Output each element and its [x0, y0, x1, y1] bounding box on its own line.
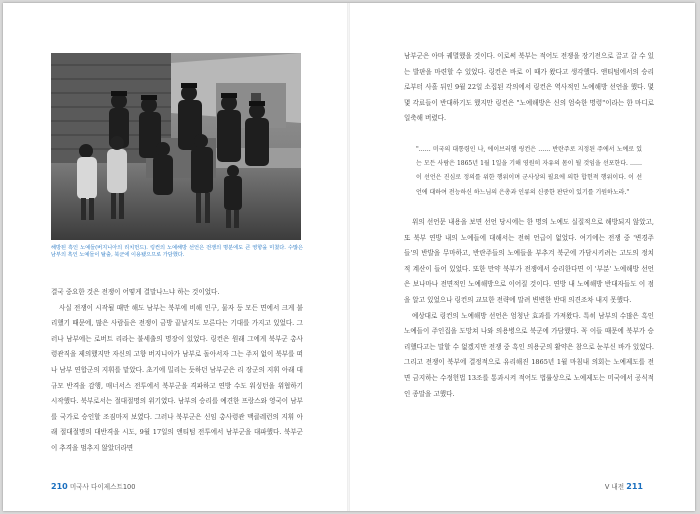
- left-folio: [51, 481, 135, 491]
- paragraph: 예상대로 링컨의 노예해방 선언은 엄청난 효과를 가져왔다. 특히 남부의 수많은 흑인 노예들이 주인집을 도망쳐 나와 의용병으로 북군에 가담했다. 꼭 이들 때문에 북부가 승리했다고는 말할 수 없겠지만 전쟁 중 흑인 의용군의 활약은 참으로 눈부신 바가 있었다. 그리고 전쟁이 북부에 결정적으로 유리해진 1865년 1월 마침내 의회는 노예제도를 전면 금지하는 수정헌법 13조를 통과시켜 적어도 법률상으로 노예제도는 미국에서 공식적인 종말을 고했다.: [404, 311, 654, 398]
- page-number: 211: [626, 482, 643, 491]
- right-page: [350, 3, 695, 511]
- page-number: 210: [51, 482, 68, 491]
- running-title: 미국사 다이제스트100: [69, 483, 136, 491]
- paragraph: 결국 중요한 것은 전쟁이 어떻게 결말나느냐 하는 것이었다.: [51, 288, 220, 296]
- left-page: [3, 3, 348, 511]
- historical-photo: [51, 53, 301, 240]
- photo-caption: 해방된 흑인 노예들(버지니아의 리치먼드). 링컨의 노예해방 선언은 전쟁의 명분에도 큰 영향을 미쳤다. 수많은 남부의 흑인 노예들이 탈출, 북군에 이용됐으므로 가담했다.: [51, 245, 303, 259]
- running-title: V 내전: [604, 483, 625, 491]
- paragraph: 위의 선언문 내용을 보면 선언 당시에는 한 명의 노예도 실질적으로 해방되지 않았고, 또 북부 연방 내의 노예들에 대해서는 전혀 언급이 없었다. 여기에는 전쟁 중 '변경주들'의 반발을 무마하고, 반란주들의 노예들을 부추겨 북군에 가담시키려는 고도의 정치적 계산이 들어 있었다. 또한 만약 북부가 전쟁에서 승리한다면 이 '부분' 노예해방 선언은 보나마나 전면적인 노예해방으로 이어질 것이다. 연방 내 노예해방 반대자들도 이 점을 알고 있었으나 링컨의 교묘한 전략에 말려 변변한 반대 의견조차 내지 못했다.: [404, 218, 654, 304]
- paragraph: 남부군은 아마 궤멸했을 것이다. 이로써 북부는 적어도 전쟁을 장기전으로 끌고 갈 수 있는 발판을 마련할 수 있었다. 링컨은 바로 이 때가 왔다고 생각했다. 앤티텀에서의 승리로부터 사흘 뒤인 9월 22일 소집된 각의에서 링컨은 역사적인 노예해방 선언을 했다. 몇몇 각료들이 반대하기도 했지만 링컨은 "노예해방은 신의 엄숙한 명령"이라는 한 마디로 일축해 버렸다.: [404, 52, 654, 123]
- paragraph: 사실 전쟁이 시작될 때만 해도 남부는 북부에 비해 인구, 물자 등 모든 면에서 크게 불리했기 때문에, 많은 사람들은 전쟁이 금방 끝날지도 모른다는 기대를 가지고 있었다. 그러나 남부에는 로버트 리라는 불세출의 명장이 있었다. 링컨은 원래 그에게 북부군 총사령관직을 제의했지만 자신의 고향 버지니아가 남부로 돌아서자 그는 주저 없이 북부를 떠나 남부 연합군의 지휘를 맡았다. 초기에 밀리는 듯하던 남부군은 리 장군의 지휘 아래 대규모 반격을 감행, 매너서스 전투에서 북부군을 격파하고 연방 수도 워싱턴을 위협하기 시작했다. 북부로서는 절대절명의 위기였다. 남부의 승리를 예견한 프랑스와 영국이 남부를 국가로 승인할 조짐마저 보였다. 그러나 북부군은 신임 총사령관 맥클레런의 지휘 아래 절대절명의 대반격을 시도, 9월 17일의 앤티텀 전투에서 남부군을 대파했다. 북부군이 추격을 멈추지 않았더라면: [51, 303, 303, 452]
- book-spread: [3, 3, 695, 511]
- right-body-text: [404, 215, 654, 402]
- photo-illustration: [51, 53, 301, 240]
- left-body-text: [51, 285, 303, 457]
- right-folio: [605, 481, 643, 491]
- proclamation-quote: "…… 미국의 대통령인 나, 에이브러햄 링컨은 …… 반란주로 지정된 주에서 노예로 있는 모든 사람은 1865년 1월 1일을 기해 영원히 자유의 몸이 될 것임을 선포한다. …… 이 선언은 진심로 정의를 위한 행위이며 군사상의 필요에 의한 합헌적 행위이다. 이 선언에 대하여 전능하신 하느님의 은총과 인류의 신중한 판단이 있기를 기원하노라.": [416, 146, 642, 196]
- right-body-top: [404, 49, 654, 127]
